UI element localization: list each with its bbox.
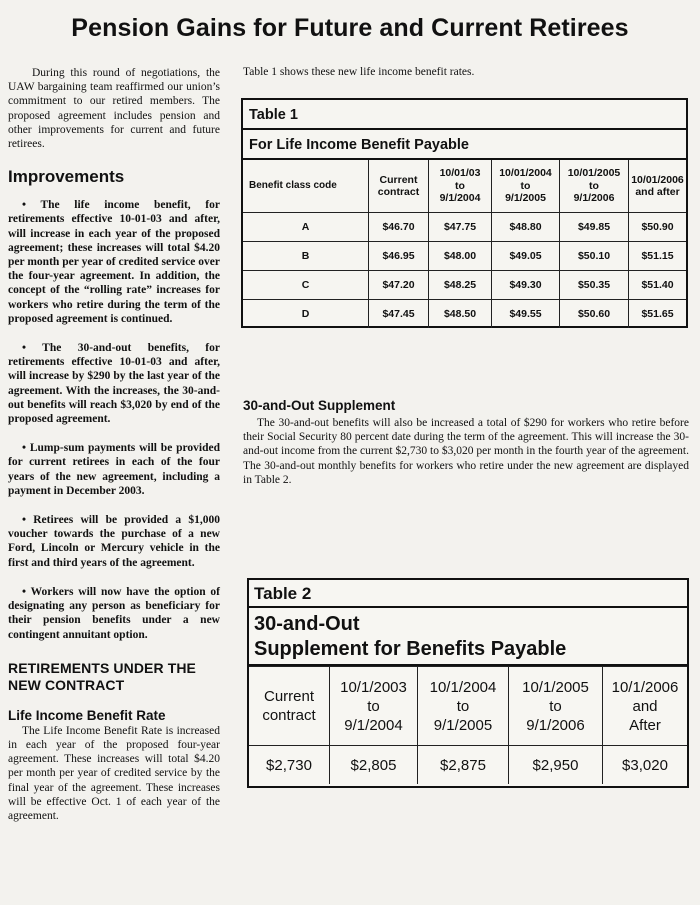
table-2 (247, 578, 689, 788)
supplement-heading: 30-and-Out Supplement (243, 398, 396, 413)
improvements-heading: Improvements (8, 167, 125, 187)
column-header-period-4: 10/1/2006 and After (603, 667, 688, 746)
table-2-title: 30-and-Out Supplement for Benefits Payable (249, 608, 687, 666)
cell-value: $50.10 (560, 242, 629, 271)
cell-value: $49.05 (492, 242, 560, 271)
table-1-label: Table 1 (243, 100, 686, 130)
row-code: A (243, 213, 369, 242)
rate-heading: Life Income Benefit Rate (8, 707, 166, 723)
bullet-lump-sum: • Lump-sum payments will be provided for current retirees in each of the four years of the new agreement, including a payment in December 2003. (8, 442, 220, 497)
page-title: Pension Gains for Future and Current Retirees (71, 14, 629, 42)
cell-value: $49.55 (492, 300, 560, 329)
cell-value: $51.40 (629, 271, 687, 300)
cell-value: $49.85 (560, 213, 629, 242)
table-2-grid (249, 666, 687, 784)
cell-value: $46.95 (369, 242, 429, 271)
table-intro: Table 1 shows these new life income benefit rates. (243, 66, 475, 78)
column-header-period-3: 10/1/2005 to 9/1/2006 (509, 667, 603, 746)
cell-value: $47.45 (369, 300, 429, 329)
cell-value: $47.20 (369, 271, 429, 300)
bullet-contingent-annuitant: • Workers will now have the option of designating any person as beneficiary for their pension benefits under a new contingent annuitant option. (8, 585, 220, 641)
intro-paragraph: During this round of negotiations, the UAW bargaining team reaffirmed our union’s commitment to our retired members. The proposed agreement includes pension and other improvements for current and future retirees. (8, 67, 220, 151)
cell-value: $46.70 (369, 213, 429, 242)
cell-value: $48.50 (429, 300, 492, 329)
table-1 (241, 98, 688, 328)
table-row (243, 271, 686, 300)
bullet-30-and-out: • The 30-and-out benefits, for retirements effective 10-01-03 and after, will increase by $290 by the last year of the agreement. With the increases, the 30-and-out benefits will reach $3,020 by end of the proposed agreement. (8, 342, 220, 426)
cell-value: $51.65 (629, 300, 687, 329)
column-header-period-2: 10/01/2004 to 9/1/2005 (492, 160, 560, 213)
cell-value: $50.60 (560, 300, 629, 329)
table-row (249, 746, 687, 785)
cell-value: $48.00 (429, 242, 492, 271)
table-1-grid (243, 160, 686, 328)
table-row (243, 300, 686, 329)
column-header-class: Benefit class code (243, 160, 369, 213)
table-2-label: Table 2 (249, 580, 687, 608)
cell-value: $2,805 (330, 746, 418, 785)
column-header-period-3: 10/01/2005 to 9/1/2006 (560, 160, 629, 213)
table-1-title: For Life Income Benefit Payable (243, 130, 686, 160)
cell-value: $48.80 (492, 213, 560, 242)
cell-value: $47.75 (429, 213, 492, 242)
bullet-life-income: • The life income benefit, for retirements effective 10-01-03 and after, will increase in each year of the proposed agreement; these increases will total $4.20 per month per year of credited service over the four-year agreement. In addition, the concept of the “rolling rate” increases for workers who retire during the term of the proposed agreement is continued. (8, 199, 220, 325)
column-header-period-1: 10/1/2003 to 9/1/2004 (330, 667, 418, 746)
retirements-heading: RETIREMENTS UNDER THE NEW CONTRACT (8, 659, 196, 693)
left-column (8, 66, 220, 823)
column-header-current: Current contract (369, 160, 429, 213)
cell-value: $48.25 (429, 271, 492, 300)
cell-value: $2,730 (249, 746, 330, 785)
row-code: B (243, 242, 369, 271)
row-code: D (243, 300, 369, 329)
table-header-row (243, 160, 686, 213)
cell-value: $2,875 (418, 746, 509, 785)
supplement-paragraph: The 30-and-out benefits will also be increased a total of $290 for workers who retire before their Social Security 80 percent date during the term of the agreement. This will increase the 30-and-out income from the current $2,730 to $3,020 per month in the fourth year of the agreement. The 30-and-out monthly benefits for workers who retire under the new agreement are displayed in Table 2. (243, 417, 689, 486)
column-header-period-2: 10/1/2004 to 9/1/2005 (418, 667, 509, 746)
column-header-period-1: 10/01/03 to 9/1/2004 (429, 160, 492, 213)
cell-value: $50.90 (629, 213, 687, 242)
row-code: C (243, 271, 369, 300)
cell-value: $49.30 (492, 271, 560, 300)
cell-value: $3,020 (603, 746, 688, 785)
table-row (243, 213, 686, 242)
column-header-period-4: 10/01/2006 and after (629, 160, 687, 213)
table-header-row (249, 667, 687, 746)
cell-value: $51.15 (629, 242, 687, 271)
table-row (243, 242, 686, 271)
rate-paragraph: The Life Income Benefit Rate is increased in each year of the proposed four-year agreement. These increases will total $4.20 per month per year of credited service by the final year of the agreement. These increases will be effective Oct. 1 of each year of the agreement. (8, 724, 220, 822)
bullet-vehicle-voucher: • Retirees will be provided a $1,000 voucher towards the purchase of a new Ford, Lincoln or Mercury vehicle in the first and third years of the agreement. (8, 514, 220, 569)
column-header-current: Current contract (249, 667, 330, 746)
cell-value: $2,950 (509, 746, 603, 785)
cell-value: $50.35 (560, 271, 629, 300)
